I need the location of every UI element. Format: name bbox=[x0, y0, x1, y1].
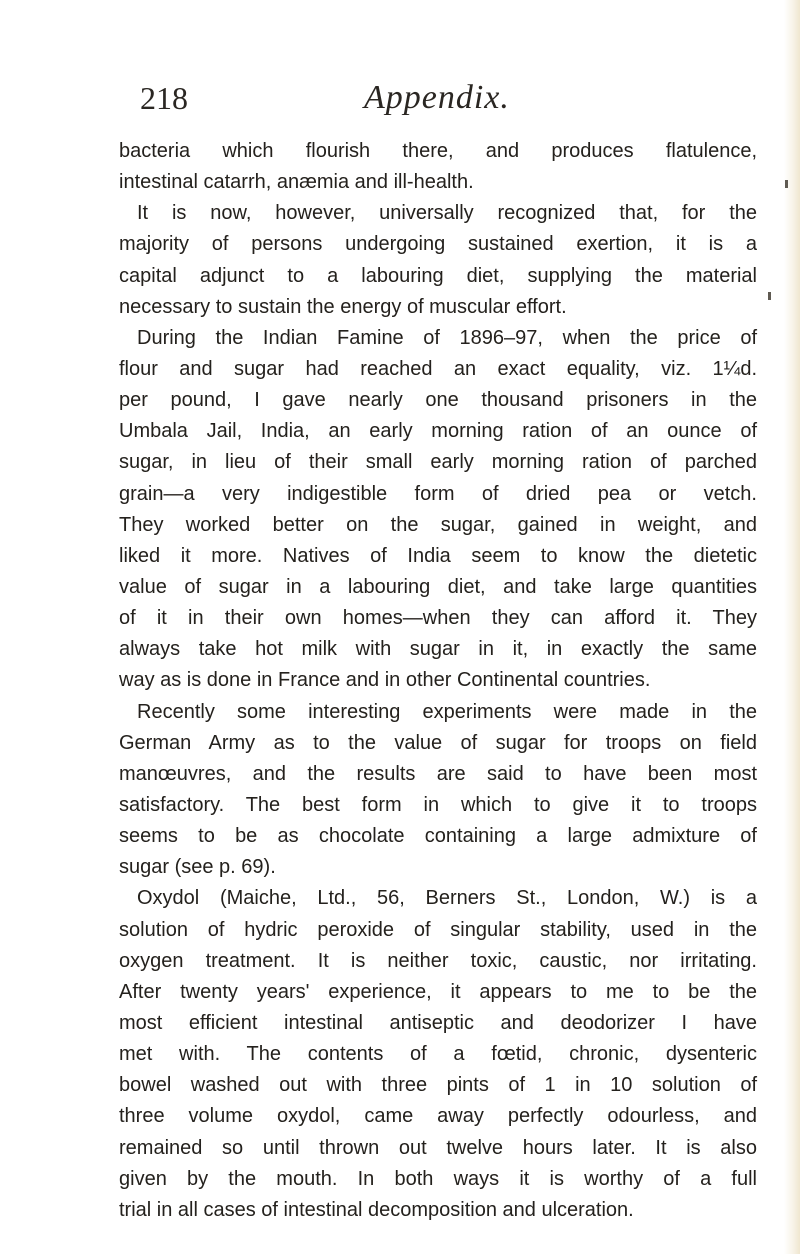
page-header bbox=[140, 78, 760, 124]
text-line: always take hot milk with sugar in it, in exactly the same bbox=[119, 638, 757, 661]
text-line: remained so until thrown out twelve hours later. It is also bbox=[119, 1136, 757, 1159]
text-line: They worked better on the sugar, gained in weight, and bbox=[119, 513, 757, 536]
text-line: manœuvres, and the results are said to have been most bbox=[119, 762, 757, 785]
text-line: German Army as to the value of sugar for troops on field bbox=[119, 731, 757, 754]
text-line: intestinal catarrh, anæmia and ill-health. bbox=[119, 171, 474, 194]
text-line: oxygen treatment. It is neither toxic, caustic, nor irritating. bbox=[119, 949, 757, 972]
text-line: sugar (see p. 69). bbox=[119, 856, 276, 879]
running-title: Appendix. bbox=[364, 79, 510, 116]
text-line: bacteria which flourish there, and produces flatulence, bbox=[119, 140, 757, 162]
text-line: trial in all cases of intestinal decomposition and ulceration. bbox=[119, 1198, 634, 1221]
page-edge-shadow bbox=[784, 0, 800, 1254]
text-line: Umbala Jail, India, an early morning ration of an ounce of bbox=[119, 420, 757, 443]
text-line: capital adjunct to a labouring diet, supplying the material bbox=[119, 264, 757, 287]
body-text bbox=[119, 136, 757, 1226]
text-line: three volume oxydol, came away perfectly odourless, and bbox=[119, 1105, 757, 1128]
margin-mark bbox=[785, 180, 788, 188]
text-line: After twenty years' experience, it appears to me to be the bbox=[119, 980, 757, 1003]
text-line: It is now, however, universally recognized that, for the bbox=[137, 202, 757, 225]
text-line: bowel washed out with three pints of 1 in 10 solution of bbox=[119, 1074, 757, 1097]
text-line: flour and sugar had reached an exact equality, viz. 1¼d. bbox=[119, 357, 757, 380]
text-line: majority of persons undergoing sustained exertion, it is a bbox=[119, 233, 757, 256]
text-line: grain—a very indigestible form of dried pea or vetch. bbox=[119, 482, 757, 505]
text-line: value of sugar in a labouring diet, and take large quantities bbox=[119, 575, 757, 598]
text-line: met with. The contents of a fœtid, chronic, dysenteric bbox=[119, 1043, 757, 1066]
text-line: solution of hydric peroxide of singular stability, used in the bbox=[119, 918, 757, 941]
text-line: most efficient intestinal antiseptic and deodorizer I have bbox=[119, 1011, 757, 1034]
text-line: way as is done in France and in other Continental countries. bbox=[119, 669, 651, 692]
text-line: satisfactory. The best form in which to give it to troops bbox=[119, 793, 757, 816]
text-line: of it in their own homes—when they can afford it. They bbox=[119, 607, 757, 630]
margin-mark bbox=[768, 292, 771, 300]
text-line: During the Indian Famine of 1896–97, when the price of bbox=[137, 326, 757, 349]
page-number: 218 bbox=[140, 80, 188, 116]
text-line: per pound, I gave nearly one thousand prisoners in the bbox=[119, 389, 757, 412]
text-line: seems to be as chocolate containing a large admixture of bbox=[119, 825, 757, 848]
text-line: necessary to sustain the energy of muscular effort. bbox=[119, 295, 567, 318]
text-line: liked it more. Natives of India seem to know the dietetic bbox=[119, 544, 757, 567]
text-line: Recently some interesting experiments were made in the bbox=[137, 700, 757, 723]
text-line: Oxydol (Maiche, Ltd., 56, Berners St., London, W.) is a bbox=[137, 887, 757, 910]
text-line: given by the mouth. In both ways it is worthy of a full bbox=[119, 1167, 757, 1190]
text-line: sugar, in lieu of their small early morning ration of parched bbox=[119, 451, 757, 474]
